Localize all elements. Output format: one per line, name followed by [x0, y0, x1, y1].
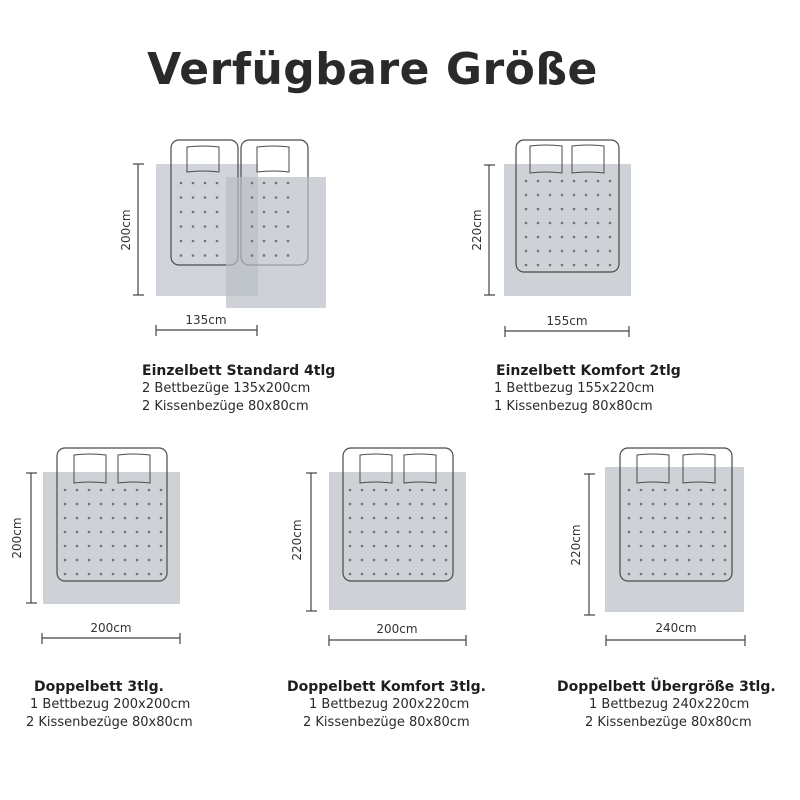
- width-label-4: 200cm: [376, 622, 418, 636]
- height-label-5: 220cm: [569, 524, 583, 566]
- height-label-3: 200cm: [10, 517, 24, 559]
- product-caption-doppelbett-komfort: [287, 678, 486, 732]
- width-dimension-4: [329, 635, 466, 646]
- width-label-5: 240cm: [655, 621, 697, 635]
- height-label-4: 220cm: [290, 519, 304, 561]
- product-caption-einzelbett-komfort: [494, 362, 681, 416]
- width-label-3: 200cm: [90, 621, 132, 635]
- product-line: 1 Kissenbezug 80x80cm: [494, 399, 653, 414]
- width-label-2: 155cm: [546, 314, 588, 328]
- product-line: 1 Bettbezug 200x220cm: [309, 697, 470, 712]
- height-dimension-1: [133, 164, 144, 295]
- product-caption-doppelbett-uebergroesse: [557, 678, 776, 732]
- product-name: Doppelbett 3tlg.: [34, 679, 164, 695]
- bed-diagram-einzelbett-komfort: [504, 140, 631, 296]
- width-dimension-5: [606, 635, 745, 646]
- product-line: 2 Bettbezüge 135x200cm: [142, 381, 311, 396]
- product-name: Einzelbett Komfort 2tlg: [496, 363, 681, 379]
- product-line: 2 Kissenbezüge 80x80cm: [585, 715, 752, 730]
- product-line: 2 Kissenbezüge 80x80cm: [142, 399, 309, 414]
- bed-diagram-einzelbett-standard: [156, 140, 326, 308]
- page-title: Verfügbare Größe: [147, 44, 598, 95]
- product-caption-einzelbett-standard: [142, 362, 335, 416]
- height-label-2: 220cm: [470, 209, 484, 251]
- product-name: Doppelbett Komfort 3tlg.: [287, 679, 486, 695]
- bed-diagram-doppelbett: [43, 448, 180, 604]
- bed-diagram-doppelbett-uebergroesse: [605, 448, 744, 612]
- product-name: Doppelbett Übergröße 3tlg.: [557, 679, 776, 695]
- height-dimension-2: [484, 165, 495, 295]
- height-dimension-3: [26, 473, 37, 603]
- product-line: 2 Kissenbezüge 80x80cm: [26, 715, 193, 730]
- height-dimension-4: [306, 473, 317, 611]
- width-label-1: 135cm: [185, 313, 227, 327]
- bed-diagram-doppelbett-komfort: [329, 448, 466, 610]
- product-line: 1 Bettbezug 200x200cm: [30, 697, 191, 712]
- height-label-1: 200cm: [119, 209, 133, 251]
- product-line: 1 Bettbezug 240x220cm: [589, 697, 750, 712]
- product-line: 2 Kissenbezüge 80x80cm: [303, 715, 470, 730]
- product-name: Einzelbett Standard 4tlg: [142, 363, 336, 379]
- product-caption-doppelbett: [26, 678, 193, 732]
- height-dimension-5: [584, 474, 595, 615]
- product-line: 1 Bettbezug 155x220cm: [494, 381, 655, 396]
